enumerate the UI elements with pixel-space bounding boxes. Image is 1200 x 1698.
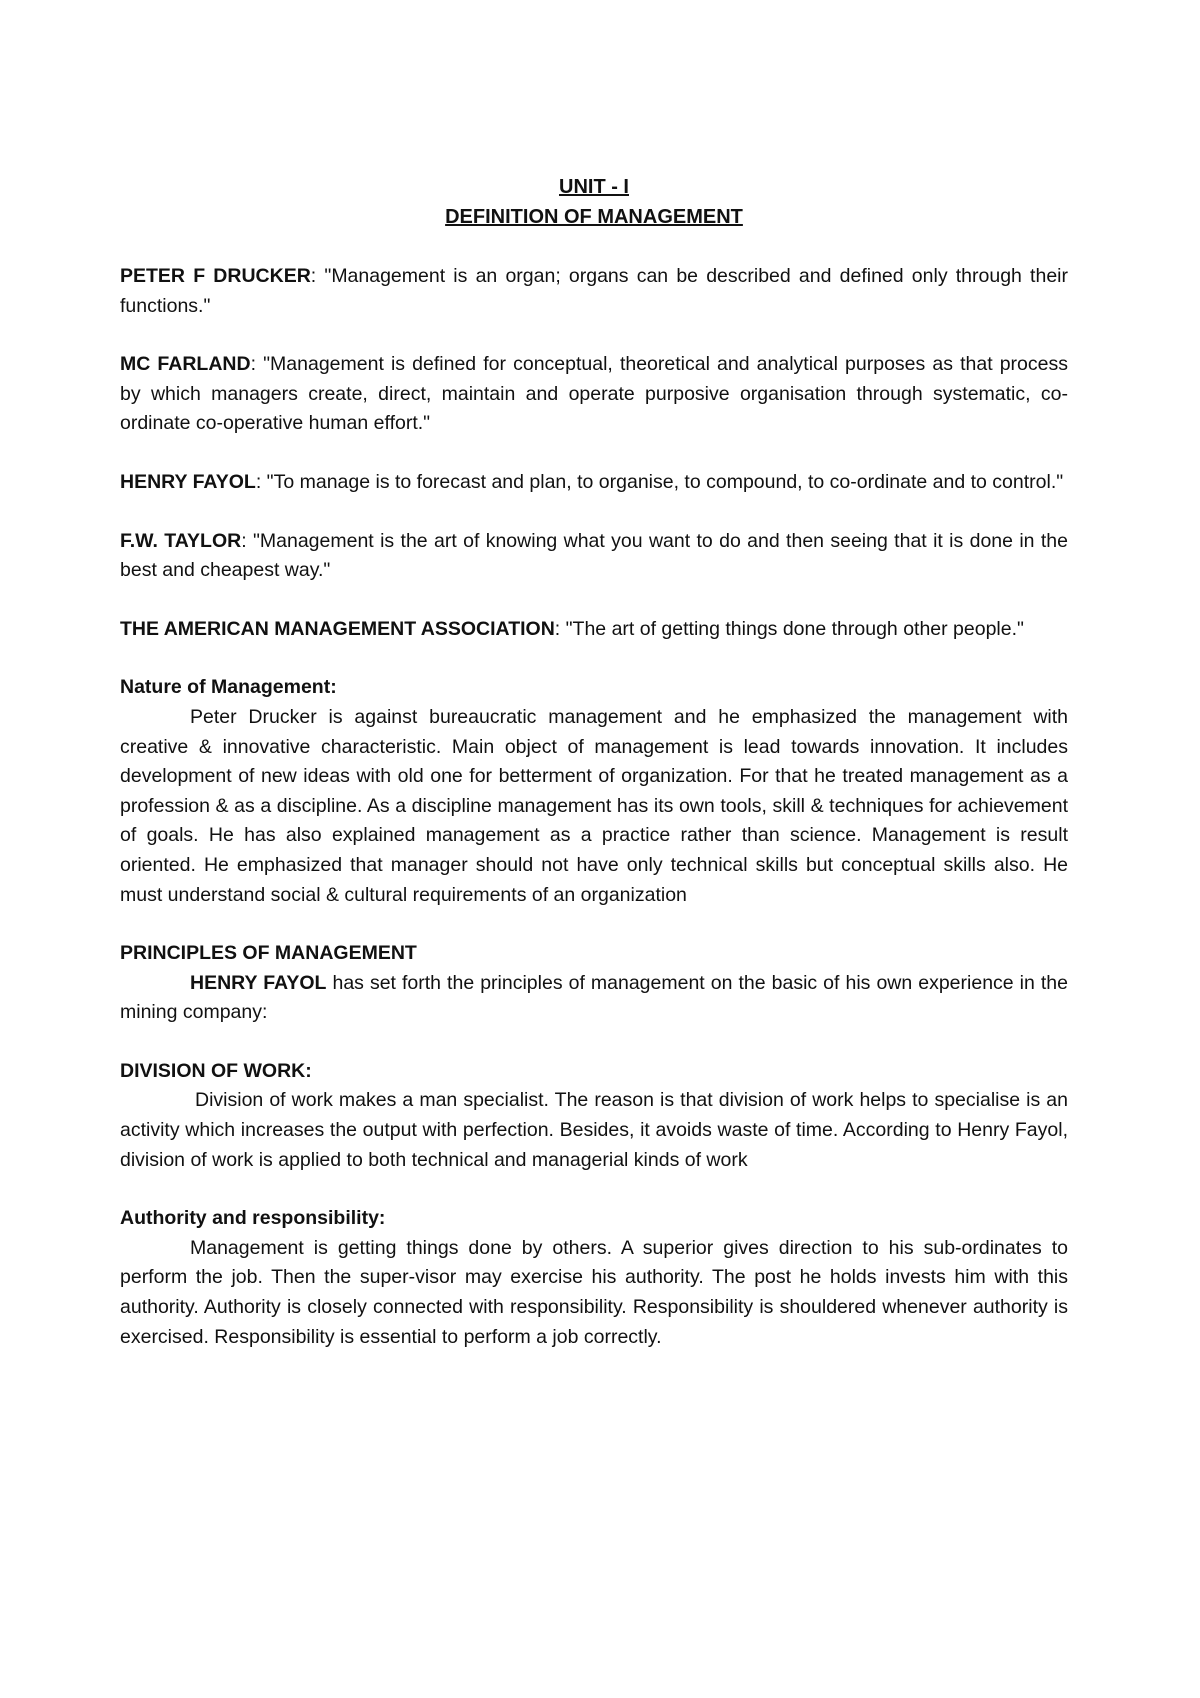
- authority-heading: Authority and responsibility:: [120, 1207, 386, 1230]
- definition-author: HENRY FAYOL: [120, 470, 256, 493]
- definition-author: F.W. TAYLOR: [120, 529, 242, 552]
- definition-author: PETER F DRUCKER: [120, 265, 311, 287]
- principles-lead: HENRY FAYOL: [190, 971, 327, 994]
- spacer: [120, 232, 1068, 262]
- definition-quote: "The art of getting things done through other people.": [565, 617, 1024, 640]
- section-title: DEFINITION OF MANAGEMENT: [445, 206, 743, 228]
- definition-fayol: HENRY FAYOL: "To manage is to forecast and plan, to organise, to compound, to co-ordinate and to control.": [120, 470, 1064, 493]
- principles-text: has set forth the principles of management on the basic of his own experience in the mining company:: [120, 971, 1068, 1024]
- definition-taylor: F.W. TAYLOR: "Management is the art of knowing what you want to do and then seeing that it is done in the best and cheapest way.": [120, 529, 1068, 582]
- nature-body: Peter Drucker is against bureaucratic management and he emphasized the management with creative & innovative characteristic. Main object of management is lead towards innovation. It includes development of new ideas with old one for betterment of organization. For that he treated management as a profession & as a discipline. As a discipline management has its own tools, skill & techniques for achievement of goals. He has also explained management as a practice rather than science. Management is result oriented. He emphasized that manager should not have only technical skills but conceptual skills also. He must understand social & cultural requirements of an organization: [120, 705, 1068, 906]
- principles-body: [120, 969, 1068, 1028]
- definition-quote: "Management is the art of knowing what you want to do and then seeing that it is done in the best and cheapest way.": [120, 529, 1068, 582]
- unit-title: UNIT - I: [559, 176, 629, 198]
- document-page: [120, 172, 1068, 1381]
- nature-heading: Nature of Management:: [120, 676, 337, 699]
- definition-quote: "Management is an organ; organs can be described and defined only through their functions.": [120, 265, 1068, 317]
- principles-heading: PRINCIPLES OF MANAGEMENT: [120, 942, 417, 965]
- division-heading: DIVISION OF WORK:: [120, 1059, 312, 1082]
- definition-mcfarland: MC FARLAND: "Management is defined for conceptual, theoretical and analytical purposes as that process by which managers create, direct, maintain and operate purposive organisation through systematic, co-ordinate co-operative human effort.": [120, 353, 1068, 435]
- definition-drucker: PETER F DRUCKER: "Management is an organ; organs can be described and defined only through their functions.": [120, 265, 1068, 317]
- definition-author: MC FARLAND: [120, 353, 251, 376]
- definition-ama: THE AMERICAN MANAGEMENT ASSOCIATION: "The art of getting things done through other people.": [120, 617, 1024, 640]
- definition-author: THE AMERICAN MANAGEMENT ASSOCIATION: [120, 617, 555, 640]
- definition-quote: "Management is defined for conceptual, theoretical and analytical purposes as that process by which managers create, direct, maintain and operate purposive organisation through systematic, co-ordinate co-operative human effort.": [120, 353, 1068, 435]
- division-body: Division of work makes a man specialist. The reason is that division of work helps to specialise is an activity which increases the output with perfection. Besides, it avoids waste of time. According to Henry Fayol, division of work is applied to both technical and managerial kinds of work: [120, 1089, 1068, 1171]
- authority-body: Management is getting things done by others. A superior gives direction to his sub-ordinates to perform the job. Then the super-visor may exercise his authority. The post he holds invests him with this authority. Authority is closely connected with responsibility. Responsibility is shouldered whenever authority is exercised. Responsibility is essential to perform a job correctly.: [120, 1236, 1068, 1348]
- definition-quote: "To manage is to forecast and plan, to organise, to compound, to co-ordinate and to control.": [266, 470, 1064, 493]
